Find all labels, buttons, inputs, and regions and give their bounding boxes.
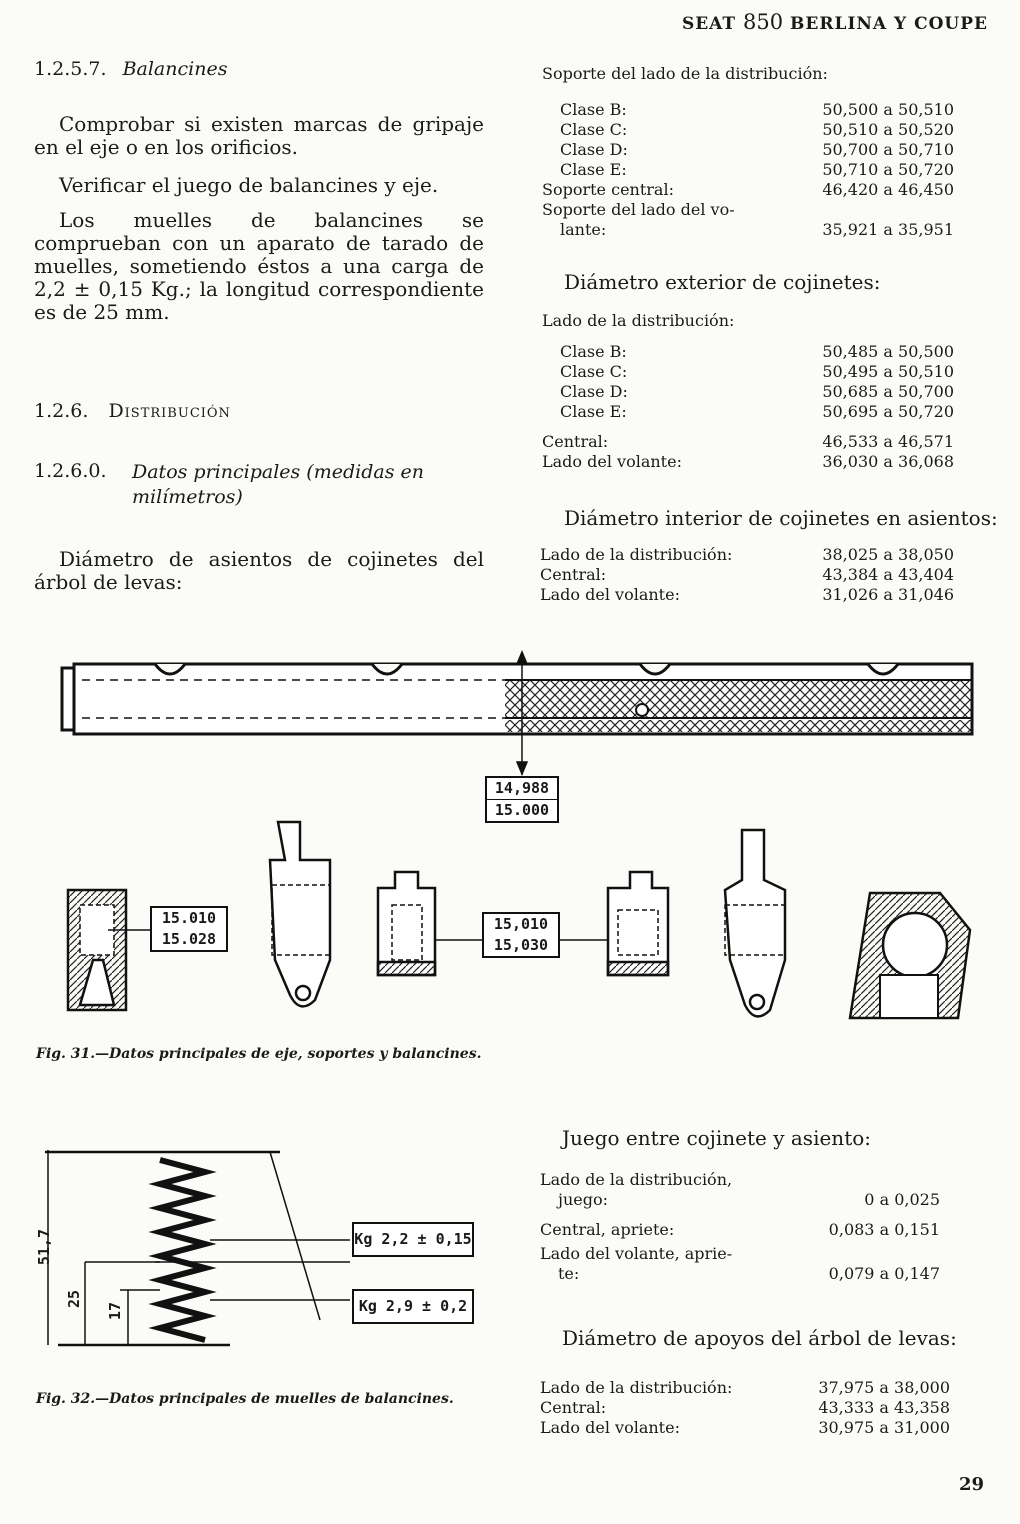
- table-row: [540, 1398, 950, 1418]
- row-label: Clase D:: [560, 382, 628, 401]
- rocker-arm-2: [725, 830, 785, 1016]
- support-3: [608, 872, 668, 975]
- row-label: juego:: [558, 1190, 608, 1209]
- spring-drawing: [45, 1150, 350, 1345]
- support-1: [68, 890, 150, 1010]
- soporte-title: Soporte del lado de la distribución:: [542, 64, 828, 83]
- load-box-2: Kg 2,9 ± 0,2: [352, 1289, 474, 1324]
- paragraph-diametro-asientos: Diámetro de asientos de cojinetes del árbol de levas:: [34, 547, 484, 594]
- dimension-25: 25: [65, 1289, 84, 1309]
- row-label: Clase C:: [560, 120, 628, 139]
- dimension-min: 15,010: [493, 915, 549, 933]
- exterior-title: Diámetro exterior de cojinetes:: [564, 270, 881, 294]
- table-row: [540, 1170, 940, 1190]
- row-label: Soporte central:: [542, 180, 674, 199]
- table-row: [540, 1220, 940, 1240]
- section-number: 1.2.6.0.: [34, 460, 107, 482]
- apoyos-title: Diámetro de apoyos del árbol de levas:: [562, 1326, 957, 1350]
- row-label: Clase B:: [560, 342, 627, 361]
- header-model: 850: [743, 10, 784, 34]
- row-label: Lado de la distribución,: [540, 1170, 733, 1189]
- table-row: [540, 1418, 950, 1438]
- row-value: 50,485 a 50,500: [822, 342, 954, 361]
- row-value: 50,700 a 50,710: [822, 140, 954, 159]
- section-title: Balancines: [122, 58, 228, 80]
- header-suffix: BERLINA Y COUPE: [790, 14, 988, 34]
- row-label: Central:: [540, 1398, 607, 1417]
- table-row: [540, 1378, 950, 1398]
- table-row: [540, 1244, 940, 1264]
- paragraph-gripaje: Comprobar si existen marcas de gripaje en el eje o en los orificios.: [34, 112, 484, 159]
- dimension-max: 15.028: [161, 930, 217, 948]
- row-label: lante:: [560, 220, 607, 239]
- row-label: Lado del volante:: [540, 585, 680, 604]
- dimension-box-rocker: [482, 912, 560, 958]
- exterior-subtitle: Lado de la distribución:: [542, 311, 735, 330]
- apoyos-table: [540, 1378, 950, 1438]
- row-label: Clase C:: [560, 362, 628, 381]
- row-label: Clase D:: [560, 140, 628, 159]
- dimension-box-shaft: [485, 776, 559, 823]
- section-title: Distribución: [108, 400, 231, 422]
- figure-31-caption: Fig. 31.—Datos principales de eje, soportes y balancines.: [36, 1046, 482, 1062]
- row-label: Lado de la distribución:: [540, 1378, 733, 1397]
- row-value: 50,510 a 50,520: [822, 120, 954, 139]
- table-row: [540, 1264, 940, 1284]
- row-value: 30,975 a 31,000: [818, 1418, 950, 1437]
- row-value: 0 a 0,025: [864, 1190, 940, 1209]
- row-value: 50,500 a 50,510: [822, 100, 954, 119]
- dimension-total-length: 51,7: [35, 1228, 54, 1266]
- row-value: 50,710 a 50,720: [822, 160, 954, 179]
- paragraph-muelles: Los muelles de balancines se comprueban con un aparato de tarado de muelles, sometiendo éstos a una carga de 2,2 ± 0,15 Kg.; la longitud correspondiente es de 25 mm.: [34, 208, 484, 324]
- row-value: 50,495 a 50,510: [822, 362, 954, 381]
- row-label: Soporte del lado del vo-: [542, 200, 735, 219]
- end-support: [850, 893, 970, 1018]
- row-label: Clase B:: [560, 100, 627, 119]
- row-label: Lado del volante:: [542, 452, 682, 471]
- row-value: 36,030 a 36,068: [822, 452, 954, 471]
- table-row: [540, 1190, 940, 1210]
- row-label: Central:: [542, 432, 609, 451]
- dimension-max: 15.000: [487, 799, 557, 821]
- row-value: 35,921 a 35,951: [822, 220, 954, 239]
- row-value: 46,533 a 46,571: [822, 432, 954, 451]
- dimension-box-support: [150, 906, 228, 952]
- paragraph-juego: Verificar el juego de balancines y eje.: [59, 173, 439, 197]
- row-value: 37,975 a 38,000: [818, 1378, 950, 1397]
- row-label: Central, apriete:: [540, 1220, 675, 1239]
- section-title: Datos principales (medidas en milímetros): [132, 461, 424, 508]
- rocker-shaft: [62, 664, 972, 734]
- interior-title: Diámetro interior de cojinetes en asientos:: [564, 506, 998, 530]
- dimension-17: 17: [106, 1301, 125, 1321]
- dimension-max: 15,030: [493, 936, 549, 954]
- row-value: 46,420 a 46,450: [822, 180, 954, 199]
- figure-32-caption: Fig. 32.—Datos principales de muelles de balancines.: [36, 1391, 454, 1407]
- row-value: 43,333 a 43,358: [818, 1398, 950, 1417]
- rocker-arm-1: [270, 822, 330, 1006]
- load-box-1: Kg 2,2 ± 0,15: [352, 1222, 474, 1257]
- page-number: 29: [958, 1474, 984, 1495]
- row-value: 0,079 a 0,147: [828, 1264, 940, 1283]
- row-value: 0,083 a 0,151: [828, 1220, 940, 1239]
- row-value: 43,384 a 43,404: [822, 565, 954, 584]
- header-prefix: SEAT: [681, 14, 737, 34]
- section-number: 1.2.6.: [34, 400, 89, 422]
- juego-title: Juego entre cojinete y asiento:: [562, 1126, 872, 1150]
- row-label: Lado del volante, aprie-: [540, 1244, 733, 1263]
- row-label: Clase E:: [560, 402, 627, 421]
- row-value: 50,685 a 50,700: [822, 382, 954, 401]
- section-number: 1.2.5.7.: [34, 58, 107, 80]
- row-label: Lado del volante:: [540, 1418, 680, 1437]
- row-label: te:: [558, 1264, 580, 1283]
- row-label: Lado de la distribución:: [540, 545, 733, 564]
- row-value: 31,026 a 31,046: [822, 585, 954, 604]
- row-label: Clase E:: [560, 160, 627, 179]
- juego-table: [540, 1170, 940, 1284]
- dimension-min: 15.010: [161, 909, 217, 927]
- dimension-min: 14,988: [494, 779, 550, 797]
- row-value: 38,025 a 38,050: [822, 545, 954, 564]
- row-label: Central:: [540, 565, 607, 584]
- row-value: 50,695 a 50,720: [822, 402, 954, 421]
